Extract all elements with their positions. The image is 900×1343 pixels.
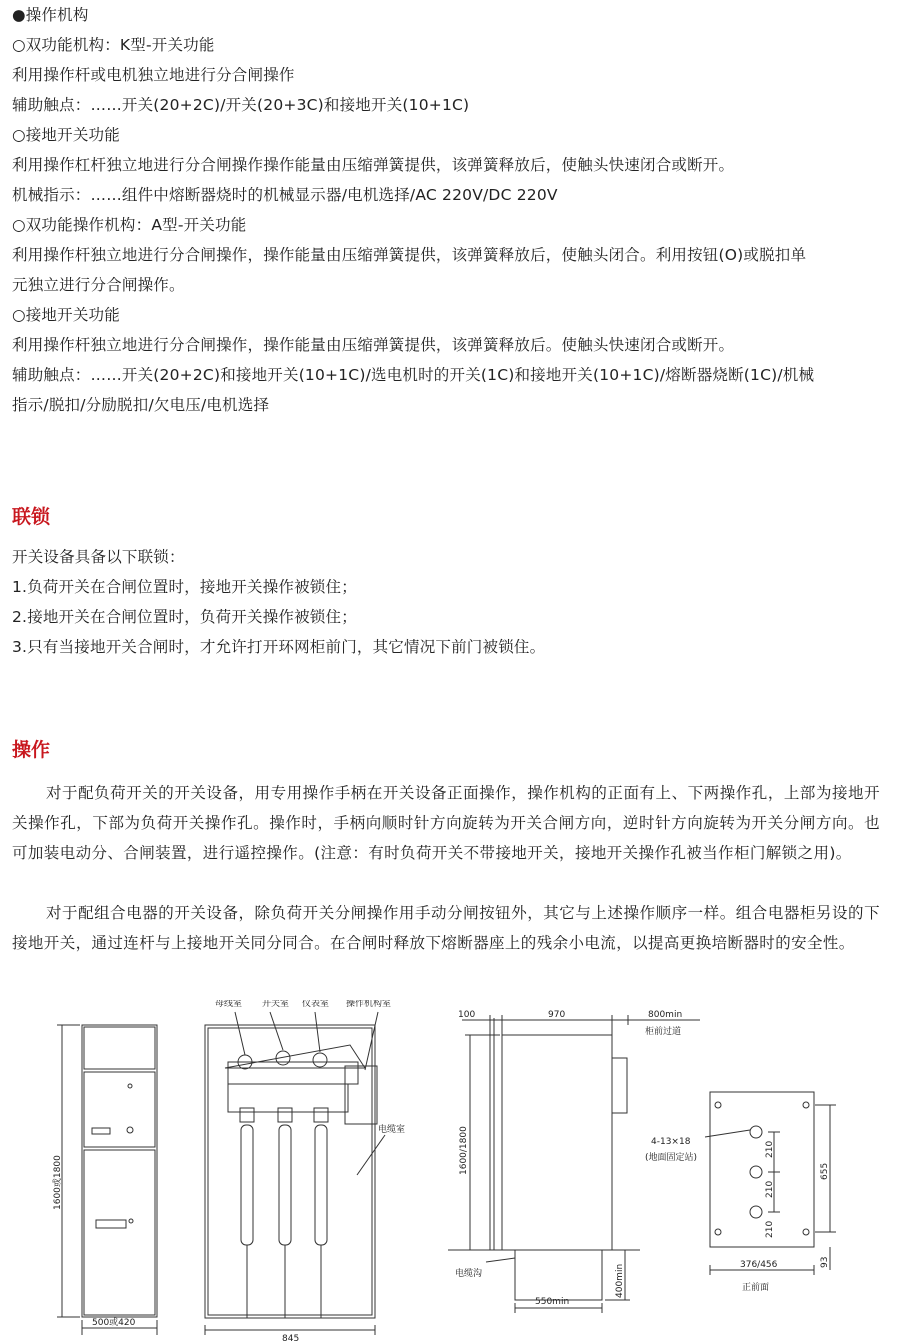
busbar-room-label: 母线室 xyxy=(215,1000,243,1009)
front-width-label: 500或420 xyxy=(92,1318,136,1328)
install-dim-400min: 400min xyxy=(615,1263,625,1298)
interlock-line: 开关设备具备以下联锁： xyxy=(12,548,185,566)
mechanism-room-label: 操作机构室 xyxy=(346,1000,392,1009)
install-dim-550min: 550min xyxy=(535,1297,570,1307)
base-hole-label: 4-13×18 xyxy=(651,1137,691,1147)
interlock-line: 2.接地开关在合闸位置时，负荷开关操作被锁住； xyxy=(12,608,357,626)
base-view xyxy=(645,1092,836,1293)
switch-room-label: 开关室 xyxy=(262,1000,290,1009)
base-dim-655: 655 xyxy=(820,1162,830,1180)
install-dim-970: 970 xyxy=(548,1010,566,1020)
mechanism-line: ○双功能操作机构：A型-开关功能 xyxy=(12,216,247,234)
mechanism-line: 辅助触点：……开关(20+2C)/开关(20+3C)和接地开关(10+1C) xyxy=(12,96,470,114)
front-side-label: 正前面 xyxy=(742,1283,770,1293)
side-width-label: 845 xyxy=(282,1334,300,1343)
front-aisle-label: 柜前过道 xyxy=(645,1027,682,1037)
install-dim-800min: 800min xyxy=(648,1010,683,1020)
mechanism-line: 利用操作杆独立地进行分合闸操作，操作能量由压缩弹簧提供，该弹簧释放后。使触头快速闭合或断开。 xyxy=(12,336,735,354)
mechanism-line: 机械指示：……组件中熔断器烧时的机械显示器/电机选择/AC 220V/DC 220V xyxy=(12,186,558,204)
install-dim-100: 100 xyxy=(458,1010,476,1020)
install-height-label: 1600/1800 xyxy=(459,1126,469,1175)
mechanism-line: ○双功能机构：K型-开关功能 xyxy=(12,36,215,54)
mechanism-line: 利用操作杠杆独立地进行分合闸操作操作能量由压缩弹簧提供，该弹簧释放后，使触头快速闭合或断开。 xyxy=(12,156,735,174)
interlock-line: 1.负荷开关在合闸位置时，接地开关操作被锁住； xyxy=(12,578,357,596)
operation-heading: 操作 xyxy=(12,739,51,761)
interlock-line: 3.只有当接地开关合闸时，才允许打开环网柜前门，其它情况下前门被锁住。 xyxy=(12,638,546,656)
mechanism-line: 指示/脱扣/分励脱扣/欠电压/电机选择 xyxy=(12,396,270,414)
front-view xyxy=(51,1025,157,1335)
mechanism-line: 利用操作杆独立地进行分合闸操作，操作能量由压缩弹簧提供，该弹簧释放后，使触头闭合。利用按钮(O)或脱扣单 xyxy=(12,246,807,264)
cable-room-label: 电缆室 xyxy=(378,1125,406,1135)
base-dim-210-a: 210 xyxy=(765,1140,775,1158)
dimension-drawing xyxy=(0,1000,900,1343)
base-dim-93: 93 xyxy=(820,1256,830,1268)
operation-paragraph: 对于配负荷开关的开关设备，用专用操作手柄在开关设备正面操作，操作机构的正面有上、下两操作孔，上部为接地开关操作孔，下部为负荷开关操作孔。操作时，手柄向顺时针方向旋转为开关合闸方向，逆时针方向旋转为开关分闸方向。也可加装电动分、合闸装置，进行遥控操作。(注意：有时负荷开关不带接地开关，接地开关操作孔被当作柜门解锁之用)。 xyxy=(12,784,880,862)
base-dim-width: 376/456 xyxy=(740,1260,778,1270)
mechanism-line: ○接地开关功能 xyxy=(12,126,120,144)
interlock-heading: 联锁 xyxy=(12,506,51,528)
mechanism-title: ●操作机构 xyxy=(12,6,89,24)
base-dim-210-b: 210 xyxy=(765,1180,775,1198)
base-fixing-label: (地面固定站) xyxy=(645,1153,698,1163)
cable-trench-label: 电缆沟 xyxy=(455,1269,483,1279)
mechanism-line: 利用操作杆或电机独立地进行分合闸操作 xyxy=(12,66,295,84)
front-height-label: 1600或1800 xyxy=(53,1155,63,1210)
instrument-room-label: 仪表室 xyxy=(302,1000,330,1009)
operation-paragraph: 对于配组合电器的开关设备，除负荷开关分闸操作用手动分闸按钮外，其它与上述操作顺序一样。组合电器柜另设的下接地开关，通过连杆与上接地开关同分同合。在合闸时释放下熔断器座上的残余小电流，以提高更换培断器时的安全性。 xyxy=(12,904,880,952)
mechanism-line: ○接地开关功能 xyxy=(12,306,120,324)
mechanism-line: 元独立进行分合闸操作。 xyxy=(12,276,185,294)
side-view xyxy=(205,1000,405,1343)
mechanism-line: 辅助触点：……开关(20+2C)和接地开关(10+1C)/选电机时的开关(1C)和接地开关(10+1C)/熔断器烧断(1C)/机械 xyxy=(12,366,815,384)
base-dim-210-c: 210 xyxy=(765,1220,775,1238)
